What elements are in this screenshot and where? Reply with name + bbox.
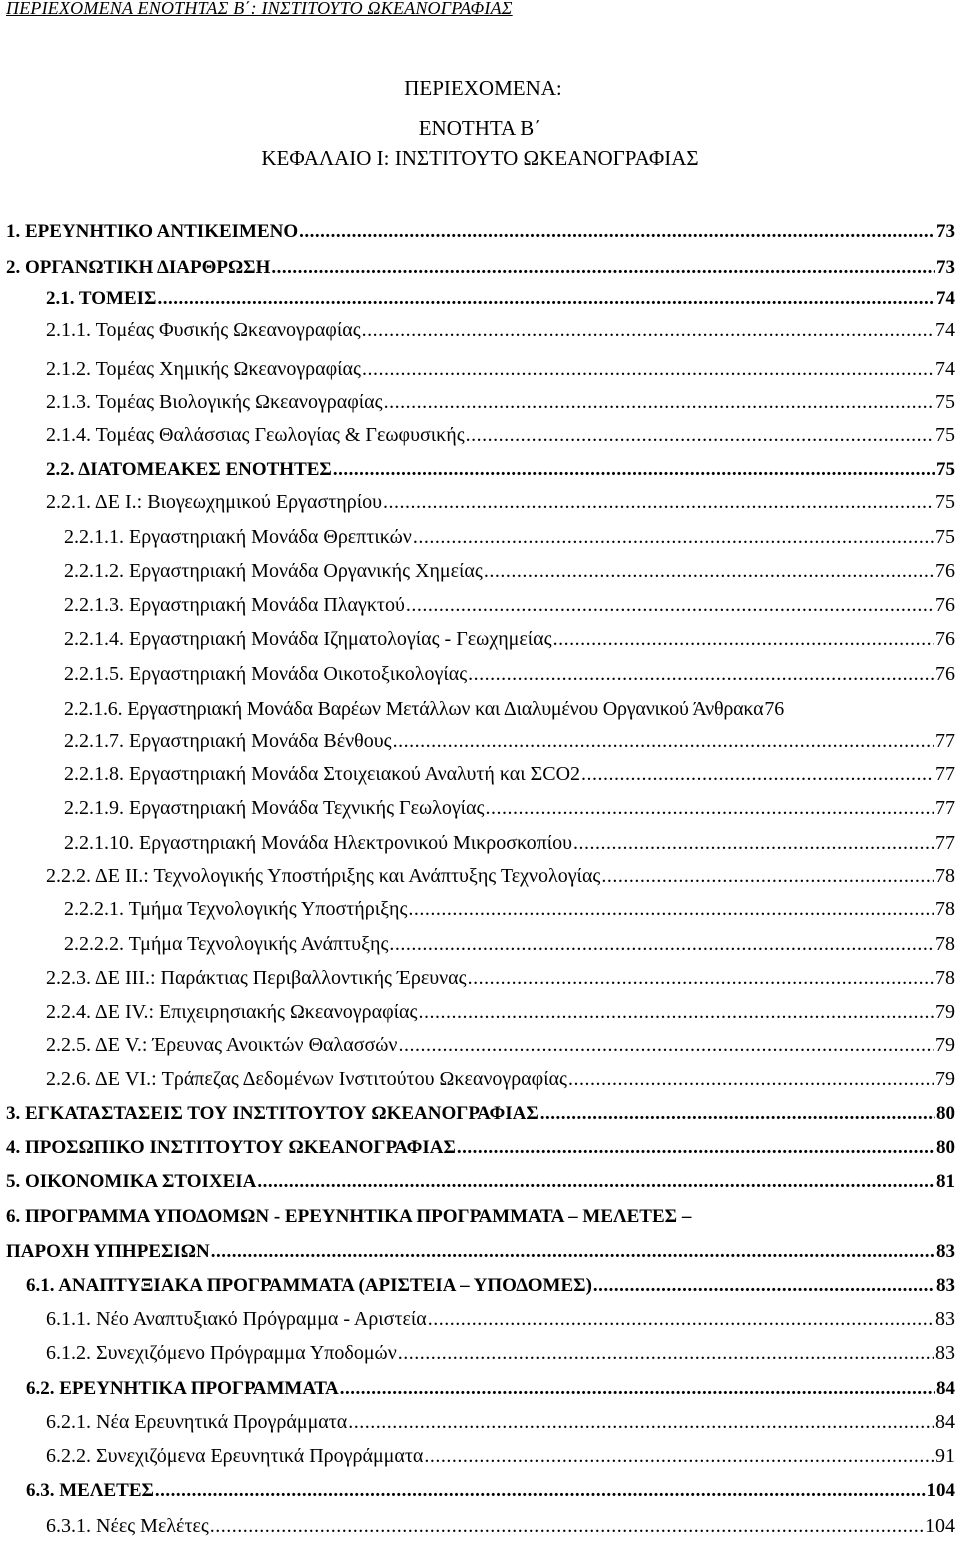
dot-leader (485, 797, 934, 820)
toc-entry[interactable] (46, 424, 955, 450)
toc-entry-title: 2.2.1.1. Εργαστηριακή Μονάδα Θρεπτικών (64, 526, 412, 548)
toc-entry[interactable] (46, 491, 955, 517)
toc-entry-title: 1. ΕΡΕΥΝΗΤΙΚΟ ΑΝΤΙΚΕΙΜΕΝΟ (6, 221, 299, 242)
toc-entry[interactable] (46, 1308, 955, 1334)
running-header: ΠΕΡΙΕΧΟΜΕΝΑ ΕΝΟΤΗΤΑΣ Β΄: ΙΝΣΤΙΤΟΥΤΟ ΩΚΕΑΝΟΓΡΑΦΙΑΣ (6, 0, 513, 18)
toc-entry-page: 78 (935, 933, 955, 955)
toc-entry-page: 79 (935, 1001, 955, 1023)
toc-entry[interactable] (64, 526, 955, 552)
dot-leader (333, 459, 935, 481)
toc-entry[interactable] (46, 358, 955, 384)
toc-entry-title: ΠΑΡΟΧΗ ΥΠΗΡΕΣΙΩΝ (6, 1241, 210, 1262)
toc-entry-page: 104 (925, 1515, 955, 1537)
toc-entry-page: 75 (935, 526, 955, 548)
toc-entry[interactable] (64, 698, 955, 724)
toc-entry-page: 80 (936, 1137, 955, 1158)
toc-entry-page: 83 (935, 1342, 955, 1364)
toc-entry-page: 84 (935, 1411, 955, 1433)
dot-leader (271, 257, 935, 279)
dot-leader (210, 1515, 924, 1538)
toc-entry-title: 6. ΠΡΟΓΡΑΜΜΑ ΥΠΟΔΟΜΩΝ - ΕΡΕΥΝΗΤΙΚΑ ΠΡΟΓΡΑΜΜΑΤΑ – ΜΕΛΕΤΕΣ – (6, 1206, 692, 1227)
toc-entry-page: 75 (935, 424, 955, 446)
toc-entry-page: 73 (936, 257, 955, 278)
toc-entry[interactable] (46, 865, 955, 891)
toc-entry[interactable] (64, 763, 955, 789)
toc-entry-page: 76 (935, 628, 955, 650)
dot-leader (581, 763, 934, 786)
dot-leader (424, 1445, 934, 1468)
toc-entry[interactable] (46, 1445, 955, 1471)
toc-entry-page: 78 (935, 865, 955, 887)
dot-leader (406, 594, 934, 617)
toc-entry[interactable] (64, 898, 955, 924)
toc-entry-page: 77 (935, 730, 955, 752)
dot-leader (155, 1480, 926, 1502)
toc-entry-page: 77 (935, 832, 955, 854)
toc-entry-page: 83 (935, 1308, 955, 1330)
toc-entry-page: 75 (935, 491, 955, 513)
chapter-title: ΚΕΦΑΛΑΙΟ Ι: ΙΝΣΤΙΤΟΥΤΟ ΩΚΕΑΝΟΓΡΑΦΙΑΣ (261, 146, 699, 170)
toc-entry-page: 84 (936, 1378, 955, 1399)
dot-leader (398, 1342, 934, 1365)
toc-entry-title: 2.1.2. Τομέας Χημικής Ωκεανογραφίας (46, 358, 361, 380)
toc-entry-title: 6.1.1. Νέο Αναπτυξιακό Πρόγραμμα - Αριστεία (46, 1308, 427, 1330)
toc-entry-page: 76 (935, 594, 955, 616)
dot-leader (418, 1001, 934, 1024)
dot-leader (398, 1034, 934, 1057)
dot-leader (484, 560, 934, 583)
toc-entry[interactable] (46, 1342, 955, 1368)
dot-leader (466, 424, 934, 447)
toc-entry-title: 2.2.1.4. Εργαστηριακή Μονάδα Ιζηματολογίας - Γεωχημείας (64, 628, 552, 650)
toc-entry[interactable] (6, 1103, 955, 1129)
dot-leader (257, 1171, 935, 1193)
toc-entry[interactable] (64, 628, 955, 654)
toc-entry-page: 76 (935, 663, 955, 685)
dot-leader (384, 391, 934, 414)
toc-entry-page: 77 (935, 797, 955, 819)
toc-entry-title: 6.1. ΑΝΑΠΤΥΞΙΑΚΑ ΠΡΟΓΡΑΜΜΑΤΑ (ΑΡΙΣΤΕΙΑ – ΥΠΟΔΟΜΕΣ) (26, 1275, 592, 1296)
toc-entry[interactable] (46, 1515, 955, 1541)
toc-entry[interactable] (46, 1001, 955, 1027)
toc-entry-title: 2.1.1. Τομέας Φυσικής Ωκεανογραφίας (46, 319, 361, 341)
toc-entry-title: 2.2.5. ΔΕ V.: Έρευνας Ανοικτών Θαλασσών (46, 1034, 398, 1056)
toc-entry-title: 3. ΕΓΚΑΤΑΣΤΑΣΕΙΣ ΤΟΥ ΙΝΣΤΙΤΟΥΤΟΥ ΩΚΕΑΝΟΓΡΑΦΙΑΣ (6, 1103, 539, 1124)
toc-entry-page: 76 (935, 560, 955, 582)
toc-entry-page: 73 (936, 221, 955, 242)
dot-leader (211, 1241, 935, 1263)
toc-entry[interactable] (46, 391, 955, 417)
toc-entry-page: 74 (935, 319, 955, 341)
toc-entry-title: 2.1.4. Τομέας Θαλάσσιας Γεωλογίας & Γεωφυσικής (46, 424, 465, 446)
toc-entry-title: 5. ΟΙΚΟΝΟΜΙΚΑ ΣΤΟΙΧΕΙΑ (6, 1171, 257, 1192)
toc-entry-page: 75 (935, 391, 955, 413)
contents-title: ΠΕΡΙΕΧΟΜΕΝΑ: (404, 76, 562, 100)
dot-leader (553, 628, 934, 651)
toc-entry-page: 74 (936, 288, 955, 309)
dot-leader (413, 526, 934, 549)
toc-entry[interactable] (46, 1034, 955, 1060)
toc-entry[interactable] (64, 730, 955, 756)
toc-entry-title: 6.2.2. Συνεχιζόμενα Ερευνητικά Προγράμματα (46, 1445, 424, 1467)
toc-entry[interactable] (6, 1171, 955, 1197)
toc-entry-title: 2.2.2.2. Τμήμα Τεχνολογικής Ανάπτυξης (64, 933, 389, 955)
toc-entry-page: 75 (936, 459, 955, 480)
toc-entry[interactable] (6, 1137, 955, 1163)
toc-entry[interactable] (6, 221, 955, 247)
toc-entry[interactable] (26, 1480, 955, 1506)
toc-entry[interactable] (46, 1068, 955, 1094)
toc-entry-page: 83 (936, 1275, 955, 1296)
dot-leader (393, 730, 934, 753)
toc-entry-title: 2.2.1.3. Εργαστηριακή Μονάδα Πλαγκτού (64, 594, 405, 616)
dot-leader (457, 1137, 935, 1159)
toc-entry-title: 6.2.1. Νέα Ερευνητικά Προγράμματα (46, 1411, 348, 1433)
toc-entry-title: 6.2. ΕΡΕΥΝΗΤΙΚΑ ΠΡΟΓΡΑΜΜΑΤΑ (26, 1378, 339, 1399)
toc-entry-page: 74 (935, 358, 955, 380)
toc-entry-page: 81 (936, 1171, 955, 1192)
dot-leader (383, 491, 934, 514)
toc-entry-title: 2.2.1.8. Εργαστηριακή Μονάδα Στοιχειακού Αναλυτή και ΣCO2 (64, 763, 581, 785)
toc-entry-page: 77 (935, 763, 955, 785)
toc-entry[interactable] (64, 832, 955, 858)
toc-entry-title: 2. ΟΡΓΑΝΩΤΙΚΗ ΔΙΑΡΘΡΩΣΗ (6, 257, 271, 278)
toc-entry-page: 91 (935, 1445, 955, 1467)
dot-leader (157, 288, 935, 310)
toc-entry-title: 2.2.1.2. Εργαστηριακή Μονάδα Οργανικής Χημείας (64, 560, 483, 582)
toc-entry-page: 83 (936, 1241, 955, 1262)
toc-entry[interactable] (46, 319, 955, 345)
toc-entry[interactable] (26, 1378, 955, 1404)
toc-entry-title: 2.2.1.5. Εργαστηριακή Μονάδα Οικοτοξικολογίας (64, 663, 468, 685)
toc-entry[interactable] (46, 459, 955, 485)
toc-entry-title: 6.3. ΜΕΛΕΤΕΣ (26, 1480, 154, 1501)
toc-entry-title: 2.2.1.7. Εργαστηριακή Μονάδα Βένθους (64, 730, 392, 752)
dot-leader (389, 933, 934, 956)
toc-entry[interactable] (64, 933, 955, 959)
dot-leader (408, 898, 934, 921)
dot-leader (362, 319, 934, 342)
toc-entry-title: 2.2.2. ΔΕ ΙΙ.: Τεχνολογικής Υποστήριξης και Ανάπτυξης Τεχνολογίας (46, 865, 601, 887)
toc-entry-page: 104 (926, 1480, 955, 1501)
toc-entry-page: 80 (936, 1103, 955, 1124)
toc-entry-page: 78 (935, 898, 955, 920)
toc-entry-title: 6.1.2. Συνεχιζόμενο Πρόγραμμα Υποδομών (46, 1342, 397, 1364)
toc-entry-page: 79 (935, 1068, 955, 1090)
toc-entry-title: 4. ΠΡΟΣΩΠΙΚΟ ΙΝΣΤΙΤΟΥΤΟΥ ΩΚΕΑΝΟΓΡΑΦΙΑΣ (6, 1137, 456, 1158)
toc-entry-page: 79 (935, 1034, 955, 1056)
toc-entry-title: 2.2.3. ΔΕ ΙΙΙ.: Παράκτιας Περιβαλλοντικής Έρευνας (46, 967, 467, 989)
toc-entry[interactable] (26, 1275, 955, 1301)
toc-entry-title: 2.2.1. ΔΕ Ι.: Βιογεωχημικού Εργαστηρίου (46, 491, 383, 513)
toc-entry[interactable] (46, 1411, 955, 1437)
toc-entry-title: 2.2.1.6. Εργαστηριακή Μονάδα Βαρέων Μετάλλων και Διαλυμένου Οργανικού Άνθρακα (64, 698, 764, 720)
dot-leader (468, 663, 934, 686)
dot-leader (540, 1103, 935, 1125)
toc-entry-title: 2.2.1.9. Εργαστηριακή Μονάδα Τεχνικής Γεωλογίας (64, 797, 485, 819)
toc-entry-page: 78 (935, 967, 955, 989)
toc-entry-page: 76 (764, 698, 784, 720)
dot-leader (468, 967, 934, 990)
toc-entry-title: 2.2. ΔΙΑΤΟΜΕΑΚΕΣ ΕΝΟΤΗΤΕΣ (46, 459, 332, 480)
toc-entry[interactable] (64, 560, 955, 586)
toc-entry[interactable] (64, 797, 955, 823)
dot-leader (568, 1068, 934, 1091)
toc-entry-title: 2.2.6. ΔΕ VI.: Τράπεζας Δεδομένων Ινστιτούτου Ωκεανογραφίας (46, 1068, 567, 1090)
unit-title: ΕΝΟΤΗΤΑ Β΄ (418, 116, 542, 140)
toc-entry[interactable] (64, 594, 955, 620)
toc-entry[interactable] (64, 663, 955, 689)
toc-entry-title: 2.1.3. Τομέας Βιολογικής Ωκεανογραφίας (46, 391, 383, 413)
dot-leader (428, 1308, 934, 1331)
toc-entry[interactable] (46, 288, 955, 314)
dot-leader (362, 358, 934, 381)
dot-leader (593, 1275, 935, 1297)
dot-leader (601, 865, 934, 888)
dot-leader (299, 221, 935, 243)
toc-entry-title: 2.1. ΤΟΜΕΙΣ (46, 288, 157, 309)
toc-entry-title: 2.2.2.1. Τμήμα Τεχνολογικής Υποστήριξης (64, 898, 408, 920)
toc-entry-title: 2.2.4. ΔΕ IV.: Επιχειρησιακής Ωκεανογραφίας (46, 1001, 418, 1023)
toc-entry-title: 6.3.1. Νέες Μελέτες (46, 1515, 209, 1537)
dot-leader (348, 1411, 934, 1434)
toc-entry-title: 2.2.1.10. Εργαστηριακή Μονάδα Ηλεκτρονικού Μικροσκοπίου (64, 832, 572, 854)
toc-entry[interactable] (6, 257, 955, 283)
toc-entry[interactable] (46, 967, 955, 993)
dot-leader (573, 832, 934, 855)
dot-leader (340, 1378, 935, 1400)
toc-entry[interactable] (6, 1206, 691, 1232)
toc-entry[interactable] (6, 1241, 955, 1267)
